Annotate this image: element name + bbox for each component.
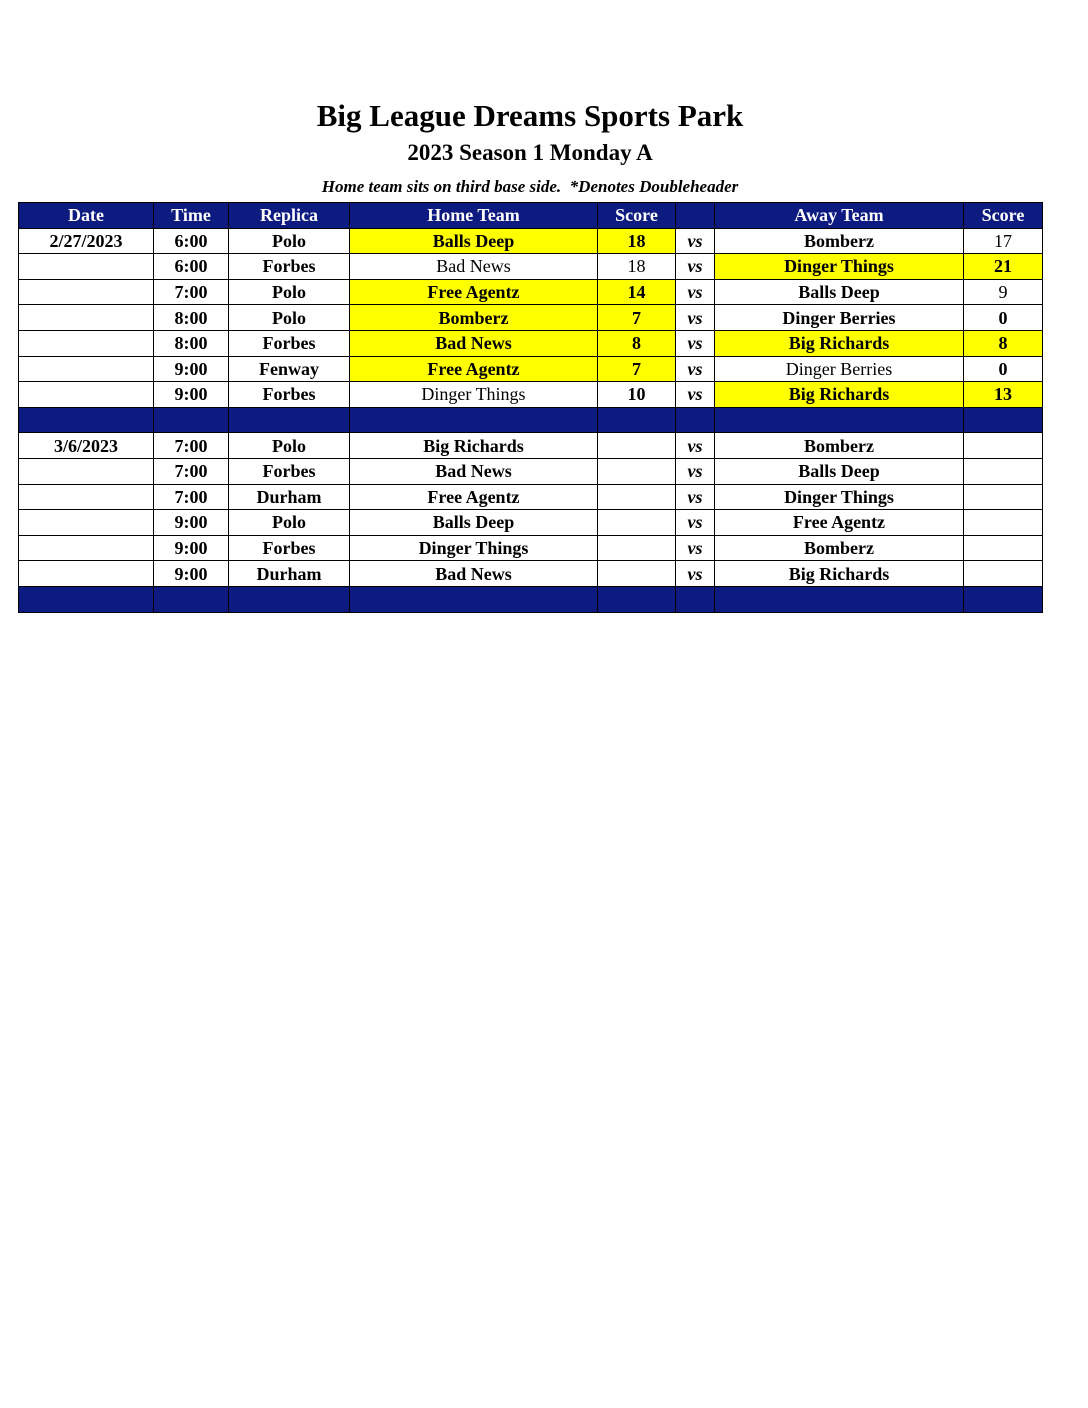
home-score: 18	[598, 228, 676, 254]
away-score: 13	[964, 382, 1043, 408]
home-team: Free Agentz	[350, 484, 598, 510]
game-time: 8:00	[154, 305, 229, 331]
col-away-team: Away Team	[715, 203, 964, 229]
home-team: Free Agentz	[350, 356, 598, 382]
game-time: 7:00	[154, 279, 229, 305]
home-score	[598, 510, 676, 536]
game-date	[19, 382, 154, 408]
table-row	[19, 535, 1043, 561]
week-separator	[19, 407, 1043, 433]
home-team: Balls Deep	[350, 510, 598, 536]
away-score: 21	[964, 254, 1043, 280]
away-team: Dinger Things	[715, 254, 964, 280]
away-team: Bomberz	[715, 433, 964, 459]
away-score: 0	[964, 356, 1043, 382]
home-team: Balls Deep	[350, 228, 598, 254]
away-team: Dinger Things	[715, 484, 964, 510]
game-date	[19, 535, 154, 561]
game-field: Polo	[229, 279, 350, 305]
home-team: Dinger Things	[350, 535, 598, 561]
game-date	[19, 356, 154, 382]
away-score: 8	[964, 330, 1043, 356]
table-row	[19, 356, 1043, 382]
away-score	[964, 561, 1043, 587]
away-score	[964, 484, 1043, 510]
home-score	[598, 535, 676, 561]
home-team: Dinger Things	[350, 382, 598, 408]
col-date: Date	[19, 203, 154, 229]
col-replica: Replica	[229, 203, 350, 229]
home-score: 10	[598, 382, 676, 408]
game-time: 9:00	[154, 561, 229, 587]
table-row	[19, 228, 1043, 254]
week-separator	[19, 586, 1043, 612]
game-field: Forbes	[229, 535, 350, 561]
away-team: Bomberz	[715, 228, 964, 254]
home-score	[598, 433, 676, 459]
game-time: 7:00	[154, 433, 229, 459]
vs-label: vs	[676, 484, 715, 510]
game-date	[19, 254, 154, 280]
home-team: Bomberz	[350, 305, 598, 331]
away-team: Big Richards	[715, 561, 964, 587]
away-score	[964, 458, 1043, 484]
home-team: Big Richards	[350, 433, 598, 459]
game-date	[19, 279, 154, 305]
away-score: 9	[964, 279, 1043, 305]
table-row	[19, 484, 1043, 510]
game-field: Forbes	[229, 458, 350, 484]
game-field: Durham	[229, 561, 350, 587]
home-score: 18	[598, 254, 676, 280]
vs-label: vs	[676, 561, 715, 587]
away-team: Dinger Berries	[715, 356, 964, 382]
game-field: Forbes	[229, 382, 350, 408]
away-team: Balls Deep	[715, 279, 964, 305]
game-date	[19, 484, 154, 510]
schedule-table	[18, 202, 1043, 613]
game-date: 2/27/2023	[19, 228, 154, 254]
vs-label: vs	[676, 356, 715, 382]
game-time: 9:00	[154, 356, 229, 382]
season-subtitle: 2023 Season 1 Monday A	[407, 140, 653, 165]
table-row	[19, 561, 1043, 587]
col-time: Time	[154, 203, 229, 229]
vs-label: vs	[676, 279, 715, 305]
away-team: Balls Deep	[715, 458, 964, 484]
game-field: Durham	[229, 484, 350, 510]
table-row	[19, 458, 1043, 484]
table-row	[19, 510, 1043, 536]
game-date	[19, 305, 154, 331]
away-team: Dinger Berries	[715, 305, 964, 331]
game-time: 9:00	[154, 535, 229, 561]
home-score: 7	[598, 356, 676, 382]
vs-label: vs	[676, 254, 715, 280]
away-score	[964, 535, 1043, 561]
table-row	[19, 382, 1043, 408]
game-time: 9:00	[154, 510, 229, 536]
vs-label: vs	[676, 305, 715, 331]
schedule-note: Home team sits on third base side. *Denotes Doubleheader	[321, 177, 739, 196]
home-team: Bad News	[350, 561, 598, 587]
game-time: 8:00	[154, 330, 229, 356]
vs-label: vs	[676, 458, 715, 484]
home-team: Bad News	[350, 458, 598, 484]
col-vs	[676, 203, 715, 229]
game-date	[19, 330, 154, 356]
vs-label: vs	[676, 330, 715, 356]
away-score	[964, 510, 1043, 536]
away-team: Big Richards	[715, 330, 964, 356]
vs-label: vs	[676, 382, 715, 408]
header-row	[19, 203, 1043, 229]
game-field: Polo	[229, 433, 350, 459]
game-date	[19, 561, 154, 587]
home-score	[598, 561, 676, 587]
home-team: Free Agentz	[350, 279, 598, 305]
home-score: 7	[598, 305, 676, 331]
col-away-score: Score	[964, 203, 1043, 229]
game-time: 9:00	[154, 382, 229, 408]
away-team: Free Agentz	[715, 510, 964, 536]
game-field: Fenway	[229, 356, 350, 382]
vs-label: vs	[676, 510, 715, 536]
game-field: Forbes	[229, 254, 350, 280]
away-score: 17	[964, 228, 1043, 254]
game-date: 3/6/2023	[19, 433, 154, 459]
game-field: Forbes	[229, 330, 350, 356]
game-time: 7:00	[154, 484, 229, 510]
away-team: Big Richards	[715, 382, 964, 408]
game-date	[19, 510, 154, 536]
table-row	[19, 254, 1043, 280]
table-row	[19, 330, 1043, 356]
table-row	[19, 279, 1043, 305]
home-score: 14	[598, 279, 676, 305]
away-team: Bomberz	[715, 535, 964, 561]
home-score	[598, 458, 676, 484]
col-home-team: Home Team	[350, 203, 598, 229]
page-title: Big League Dreams Sports Park	[316, 98, 744, 133]
home-score: 8	[598, 330, 676, 356]
game-field: Polo	[229, 305, 350, 331]
game-time: 7:00	[154, 458, 229, 484]
home-score	[598, 484, 676, 510]
away-score	[964, 433, 1043, 459]
vs-label: vs	[676, 228, 715, 254]
col-home-score: Score	[598, 203, 676, 229]
home-team: Bad News	[350, 254, 598, 280]
vs-label: vs	[676, 433, 715, 459]
table-row	[19, 433, 1043, 459]
game-field: Polo	[229, 510, 350, 536]
game-time: 6:00	[154, 254, 229, 280]
away-score: 0	[964, 305, 1043, 331]
home-team: Bad News	[350, 330, 598, 356]
game-date	[19, 458, 154, 484]
game-field: Polo	[229, 228, 350, 254]
vs-label: vs	[676, 535, 715, 561]
game-time: 6:00	[154, 228, 229, 254]
table-row	[19, 305, 1043, 331]
